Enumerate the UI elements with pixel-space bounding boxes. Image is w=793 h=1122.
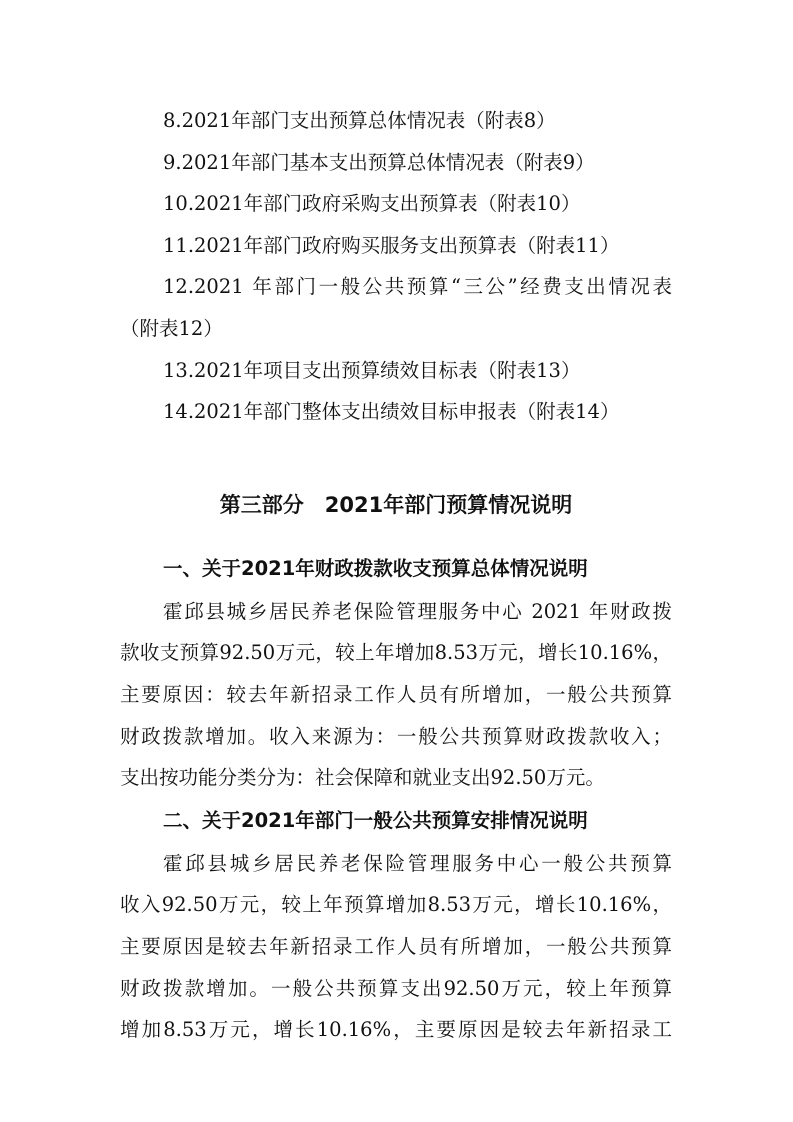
attachment-item: （附表12）: [120, 316, 223, 340]
paragraph-line: 增加8.53万元，增长10.16%，主要原因是较去年新招录工: [120, 1018, 672, 1042]
attachment-item: 10.2021年部门政府采购支出预算表（附表10）: [163, 192, 581, 216]
paragraph-line: 主要原因是较去年新招录工作人员有所增加，一般公共预算: [120, 934, 672, 958]
paragraph-line: 收入92.50万元，较上年预算增加8.53万元，增长10.16%，: [120, 893, 672, 917]
paragraph-line: 款收支预算92.50万元，较上年增加8.53万元，增长10.16%，: [120, 641, 672, 665]
attachment-item: 12.2021 年部门一般公共预算“三公”经费支出情况表: [163, 275, 672, 299]
attachment-item: 11.2021年部门政府购买服务支出预算表（附表11）: [163, 233, 620, 257]
spacer: [120, 535, 672, 547]
part-title: 第三部分 2021年部门预算情况说明: [219, 492, 573, 517]
attachment-item: 13.2021年项目支出预算绩效目标表（附表13）: [163, 358, 581, 382]
document-page: [120, 100, 672, 1051]
section-title: 二、关于2021年部门一般公共预算安排情况说明: [163, 808, 588, 832]
paragraph-line: 霍邱县城乡居民养老保险管理服务中心一般公共预算: [163, 851, 672, 875]
attachment-item: 8.2021年部门支出预算总体情况表（附表8）: [163, 109, 556, 132]
paragraph-line: 财政拨款增加。一般公共预算支出92.50万元，较上年预算: [120, 976, 672, 1000]
paragraph-line: 霍邱县城乡居民养老保险管理服务中心 2021 年财政拨: [163, 599, 672, 623]
attachment-item: 9.2021年部门基本支出预算总体情况表（附表9）: [163, 150, 595, 174]
paragraph-line: 财政拨款增加。收入来源为：一般公共预算财政拨款收入；: [120, 724, 672, 748]
paragraph-line: 支出按功能分类分为：社会保障和就业支出92.50万元。: [120, 766, 605, 790]
section-title: 一、关于2021年财政拨款收支预算总体情况说明: [163, 556, 588, 580]
paragraph-line: 主要原因：较去年新招录工作人员有所增加，一般公共预算: [120, 682, 672, 706]
attachment-item: 14.2021年部门整体支出绩效目标申报表（附表14）: [163, 400, 620, 424]
attachment-list: [120, 100, 672, 433]
sections: [120, 535, 672, 1051]
